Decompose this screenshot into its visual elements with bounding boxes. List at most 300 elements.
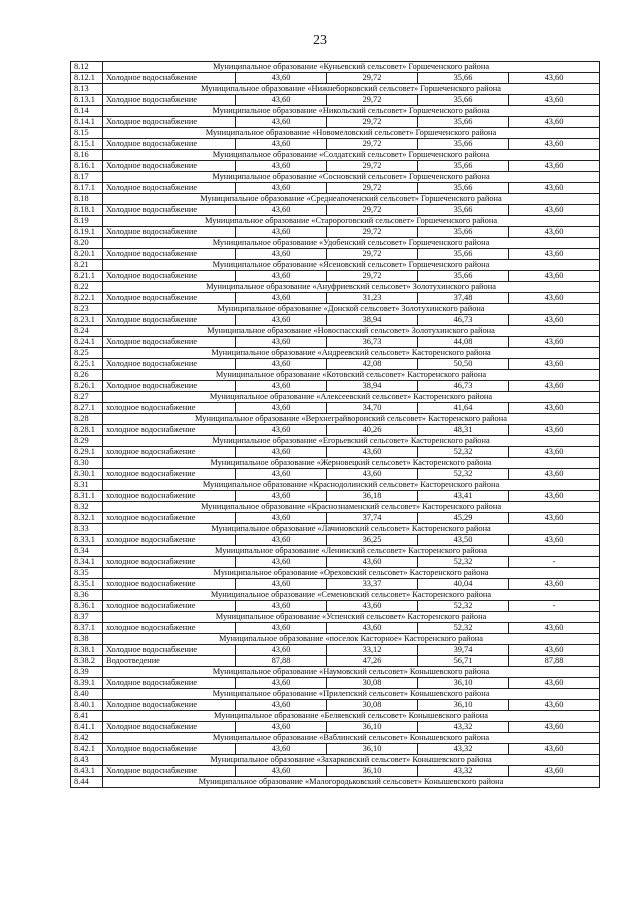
tariff-value-1: 43,60 [236, 425, 327, 436]
tariff-row [71, 161, 600, 172]
municipality-name: Муниципальное образование «Захарковский сельсовет» Конышевского района [103, 755, 600, 766]
service-name: холодное водоснабжение [103, 425, 236, 436]
row-code: 8.23 [71, 304, 103, 315]
tariff-row [71, 535, 600, 546]
municipality-header-row [71, 326, 600, 337]
municipality-header-row [71, 282, 600, 293]
tariff-value-2: 30,08 [327, 700, 418, 711]
tariff-value-3: 44,08 [418, 337, 509, 348]
municipality-header-row [71, 502, 600, 513]
row-code: 8.39.1 [71, 678, 103, 689]
tariff-value-1: 43,60 [236, 249, 327, 260]
service-name: Холодное водоснабжение [103, 645, 236, 656]
tariff-value-3: 35,66 [418, 249, 509, 260]
service-name: Холодное водоснабжение [103, 205, 236, 216]
tariff-value-1: 43,60 [236, 557, 327, 568]
tariff-value-1: 43,60 [236, 227, 327, 238]
service-name: Холодное водоснабжение [103, 722, 236, 733]
row-code: 8.30.1 [71, 469, 103, 480]
tariff-value-2: 29,72 [327, 117, 418, 128]
municipality-name: Муниципальное образование «Семеновский сельсовет» Касторенского района [103, 590, 600, 601]
tariff-value-1: 43,60 [236, 117, 327, 128]
tariff-row [71, 271, 600, 282]
municipality-header-row [71, 612, 600, 623]
tariff-value-2: 42,08 [327, 359, 418, 370]
row-code: 8.44 [71, 777, 103, 788]
tariff-row [71, 766, 600, 777]
row-code: 8.28 [71, 414, 103, 425]
tariff-row [71, 249, 600, 260]
municipality-header-row [71, 106, 600, 117]
municipality-name: Муниципальное образование «Андреевский сельсовет» Касторенского района [103, 348, 600, 359]
tariff-value-3: 52,32 [418, 447, 509, 458]
municipality-name: Муниципальное образование «Сосновский сельсовет» Горшеченского района [103, 172, 600, 183]
municipality-name: Муниципальное образование «Ясеновский сельсовет» Горшеченского района [103, 260, 600, 271]
row-code: 8.17.1 [71, 183, 103, 194]
row-code: 8.38 [71, 634, 103, 645]
tariff-value-3: 37,48 [418, 293, 509, 304]
tariff-row [71, 117, 600, 128]
tariff-value-4: 87,88 [509, 656, 600, 667]
service-name: Холодное водоснабжение [103, 678, 236, 689]
tariff-row [71, 381, 600, 392]
tariff-value-2: 29,72 [327, 227, 418, 238]
municipality-header-row [71, 777, 600, 788]
municipality-name: Муниципальное образование «Наумовский сельсовет» Конышевского района [103, 667, 600, 678]
service-name: холодное водоснабжение [103, 535, 236, 546]
tariff-table [70, 61, 600, 788]
municipality-header-row [71, 370, 600, 381]
row-code: 8.32.1 [71, 513, 103, 524]
service-name: холодное водоснабжение [103, 623, 236, 634]
tariff-value-4: 43,60 [509, 700, 600, 711]
row-code: 8.34 [71, 546, 103, 557]
row-code: 8.38.2 [71, 656, 103, 667]
service-name: Холодное водоснабжение [103, 271, 236, 282]
municipality-name: Муниципальное образование «Егорьевский сельсовет» Касторенского района [103, 436, 600, 447]
service-name: холодное водоснабжение [103, 469, 236, 480]
row-code: 8.12.1 [71, 73, 103, 84]
tariff-value-4: 43,60 [509, 645, 600, 656]
tariff-value-2: 29,72 [327, 183, 418, 194]
tariff-value-2: 43,60 [327, 623, 418, 634]
municipality-name: Муниципальное образование «поселок Касторное» Касторенского района [103, 634, 600, 645]
row-code: 8.23.1 [71, 315, 103, 326]
service-name: Холодное водоснабжение [103, 73, 236, 84]
municipality-name: Муниципальное образование «Ануфриевский сельсовет» Золотухинского района [103, 282, 600, 293]
tariff-value-2: 43,60 [327, 557, 418, 568]
tariff-value-3: 40,04 [418, 579, 509, 590]
row-code: 8.27.1 [71, 403, 103, 414]
tariff-value-1: 43,60 [236, 645, 327, 656]
tariff-row [71, 557, 600, 568]
municipality-header-row [71, 414, 600, 425]
tariff-row [71, 425, 600, 436]
tariff-value-2: 40,26 [327, 425, 418, 436]
municipality-name: Муниципальное образование «Успенский сельсовет» Касторенского района [103, 612, 600, 623]
row-code: 8.26 [71, 370, 103, 381]
tariff-value-1: 43,60 [236, 315, 327, 326]
service-name: Холодное водоснабжение [103, 293, 236, 304]
tariff-value-4: 43,60 [509, 293, 600, 304]
municipality-header-row [71, 733, 600, 744]
tariff-value-1: 43,60 [236, 447, 327, 458]
tariff-table-body [71, 62, 600, 788]
municipality-header-row [71, 62, 600, 73]
tariff-value-2: 29,72 [327, 249, 418, 260]
tariff-row [71, 513, 600, 524]
municipality-name: Муниципальное образование «Жерновецкий сельсовет» Касторенского района [103, 458, 600, 469]
service-name: холодное водоснабжение [103, 491, 236, 502]
tariff-value-4: 43,60 [509, 315, 600, 326]
row-code: 8.31 [71, 480, 103, 491]
service-name: холодное водоснабжение [103, 403, 236, 414]
tariff-value-3: 43,50 [418, 535, 509, 546]
tariff-value-1: 43,60 [236, 161, 327, 172]
page-number: 23 [313, 33, 327, 48]
row-code: 8.41.1 [71, 722, 103, 733]
tariff-value-4: 43,60 [509, 623, 600, 634]
row-code: 8.39 [71, 667, 103, 678]
tariff-value-1: 43,60 [236, 579, 327, 590]
tariff-value-4: 43,60 [509, 271, 600, 282]
tariff-value-4: 43,60 [509, 403, 600, 414]
tariff-value-1: 43,60 [236, 700, 327, 711]
tariff-value-2: 36,25 [327, 535, 418, 546]
row-code: 8.35 [71, 568, 103, 579]
tariff-value-4: 43,60 [509, 491, 600, 502]
row-code: 8.43.1 [71, 766, 103, 777]
tariff-value-1: 43,60 [236, 183, 327, 194]
tariff-value-1: 43,60 [236, 205, 327, 216]
row-code: 8.31.1 [71, 491, 103, 502]
tariff-row [71, 139, 600, 150]
tariff-row [71, 579, 600, 590]
tariff-value-4: 43,60 [509, 579, 600, 590]
row-code: 8.41 [71, 711, 103, 722]
tariff-row [71, 469, 600, 480]
tariff-value-4: 43,60 [509, 425, 600, 436]
municipality-name: Муниципальное образование «Солдатский сельсовет» Горшеченского района [103, 150, 600, 161]
tariff-value-1: 43,60 [236, 601, 327, 612]
tariff-value-4: 43,60 [509, 535, 600, 546]
row-code: 8.34.1 [71, 557, 103, 568]
tariff-value-1: 43,60 [236, 722, 327, 733]
service-name: холодное водоснабжение [103, 447, 236, 458]
tariff-value-2: 29,72 [327, 95, 418, 106]
row-code: 8.37.1 [71, 623, 103, 634]
tariff-value-1: 43,60 [236, 678, 327, 689]
municipality-name: Муниципальное образование «Нижнеборковский сельсовет» Горшеченского района [103, 84, 600, 95]
tariff-value-4: 43,60 [509, 722, 600, 733]
tariff-row [71, 73, 600, 84]
tariff-value-3: 46,73 [418, 381, 509, 392]
tariff-row [71, 601, 600, 612]
row-code: 8.13 [71, 84, 103, 95]
row-code: 8.16 [71, 150, 103, 161]
row-code: 8.22 [71, 282, 103, 293]
row-code: 8.37 [71, 612, 103, 623]
row-code: 8.40 [71, 689, 103, 700]
tariff-value-4: 43,60 [509, 469, 600, 480]
tariff-value-1: 87,88 [236, 656, 327, 667]
tariff-value-3: 36,10 [418, 700, 509, 711]
municipality-name: Муниципальное образование «Ореховский сельсовет» Касторенского района [103, 568, 600, 579]
tariff-value-4: 43,60 [509, 766, 600, 777]
municipality-header-row [71, 128, 600, 139]
tariff-value-4: 43,60 [509, 447, 600, 458]
service-name: Холодное водоснабжение [103, 744, 236, 755]
tariff-value-1: 43,60 [236, 139, 327, 150]
municipality-name: Муниципальное образование «Никольский сельсовет» Горшеченского района [103, 106, 600, 117]
tariff-value-4: 43,60 [509, 161, 600, 172]
tariff-value-2: 36,73 [327, 337, 418, 348]
tariff-value-2: 29,72 [327, 161, 418, 172]
service-name: Холодное водоснабжение [103, 161, 236, 172]
row-code: 8.27 [71, 392, 103, 403]
tariff-value-3: 35,66 [418, 271, 509, 282]
tariff-value-1: 43,60 [236, 95, 327, 106]
tariff-value-3: 35,66 [418, 139, 509, 150]
tariff-value-3: 35,66 [418, 183, 509, 194]
tariff-value-4: - [509, 601, 600, 612]
row-code: 8.19 [71, 216, 103, 227]
row-code: 8.32 [71, 502, 103, 513]
tariff-value-2: 34,70 [327, 403, 418, 414]
row-code: 8.15 [71, 128, 103, 139]
service-name: Холодное водоснабжение [103, 139, 236, 150]
municipality-name: Муниципальное образование «Удобенский сельсовет» Горшеченского района [103, 238, 600, 249]
municipality-name: Муниципальное образование «Лачиновский сельсовет» Касторенского района [103, 524, 600, 535]
tariff-value-3: 48,31 [418, 425, 509, 436]
tariff-value-3: 50,50 [418, 359, 509, 370]
tariff-value-2: 29,72 [327, 73, 418, 84]
tariff-value-3: 35,66 [418, 73, 509, 84]
tariff-value-2: 37,74 [327, 513, 418, 524]
tariff-value-2: 36,10 [327, 744, 418, 755]
row-code: 8.30 [71, 458, 103, 469]
tariff-value-4: 43,60 [509, 359, 600, 370]
row-code: 8.35.1 [71, 579, 103, 590]
tariff-value-2: 29,72 [327, 139, 418, 150]
tariff-value-2: 43,60 [327, 469, 418, 480]
row-code: 8.18 [71, 194, 103, 205]
municipality-name: Муниципальное образование «Верхнеграйворонский сельсовет» Касторенского района [103, 414, 600, 425]
municipality-header-row [71, 546, 600, 557]
tariff-value-3: 56,71 [418, 656, 509, 667]
municipality-name: Муниципальное образование «Прилепский сельсовет» Конышевского района [103, 689, 600, 700]
tariff-row [71, 205, 600, 216]
tariff-value-3: 43,41 [418, 491, 509, 502]
tariff-row [71, 722, 600, 733]
tariff-value-4: 43,60 [509, 73, 600, 84]
municipality-header-row [71, 634, 600, 645]
tariff-value-1: 43,60 [236, 403, 327, 414]
municipality-header-row [71, 711, 600, 722]
tariff-row [71, 656, 600, 667]
service-name: Холодное водоснабжение [103, 381, 236, 392]
row-code: 8.21 [71, 260, 103, 271]
tariff-value-3: 43,32 [418, 766, 509, 777]
tariff-value-1: 43,60 [236, 623, 327, 634]
tariff-row [71, 359, 600, 370]
service-name: холодное водоснабжение [103, 513, 236, 524]
municipality-header-row [71, 689, 600, 700]
tariff-row [71, 678, 600, 689]
tariff-value-4: 43,60 [509, 95, 600, 106]
tariff-row [71, 645, 600, 656]
row-code: 8.25 [71, 348, 103, 359]
tariff-value-1: 43,60 [236, 766, 327, 777]
municipality-header-row [71, 458, 600, 469]
tariff-value-1: 43,60 [236, 73, 327, 84]
tariff-value-3: 43,32 [418, 744, 509, 755]
tariff-value-4: 43,60 [509, 139, 600, 150]
row-code: 8.21.1 [71, 271, 103, 282]
tariff-row [71, 293, 600, 304]
municipality-header-row [71, 590, 600, 601]
municipality-name: Муниципальное образование «Донской сельсовет» Золотухинского района [103, 304, 600, 315]
tariff-value-2: 29,72 [327, 271, 418, 282]
service-name: Холодное водоснабжение [103, 315, 236, 326]
row-code: 8.42.1 [71, 744, 103, 755]
row-code: 8.24.1 [71, 337, 103, 348]
municipality-name: Муниципальное образование «Краснодолинский сельсовет» Касторенского района [103, 480, 600, 491]
tariff-value-2: 38,94 [327, 381, 418, 392]
row-code: 8.15.1 [71, 139, 103, 150]
tariff-value-2: 36,10 [327, 722, 418, 733]
row-code: 8.13.1 [71, 95, 103, 106]
municipality-name: Муниципальное образование «Котовский сельсовет» Касторенского района [103, 370, 600, 381]
tariff-value-2: 29,72 [327, 205, 418, 216]
tariff-row [71, 491, 600, 502]
tariff-value-1: 43,60 [236, 293, 327, 304]
service-name: Холодное водоснабжение [103, 95, 236, 106]
row-code: 8.38.1 [71, 645, 103, 656]
municipality-header-row [71, 194, 600, 205]
tariff-row [71, 700, 600, 711]
tariff-value-2: 33,37 [327, 579, 418, 590]
municipality-header-row [71, 392, 600, 403]
municipality-header-row [71, 238, 600, 249]
municipality-name: Муниципальное образование «Новомеловский сельсовет» Горшеченского района [103, 128, 600, 139]
municipality-name: Муниципальное образование «Ваблинский сельсовет» Конышевского района [103, 733, 600, 744]
tariff-value-3: 52,32 [418, 469, 509, 480]
row-code: 8.16.1 [71, 161, 103, 172]
municipality-name: Муниципальное образование «Куньевский сельсовет» Горшеченского района [103, 62, 600, 73]
tariff-row [71, 95, 600, 106]
tariff-value-3: 35,66 [418, 95, 509, 106]
tariff-row [71, 623, 600, 634]
row-code: 8.12 [71, 62, 103, 73]
service-name: Холодное водоснабжение [103, 117, 236, 128]
tariff-row [71, 744, 600, 755]
municipality-header-row [71, 84, 600, 95]
tariff-value-4: 43,60 [509, 381, 600, 392]
tariff-value-2: 36,18 [327, 491, 418, 502]
service-name: Водоотведение [103, 656, 236, 667]
municipality-header-row [71, 150, 600, 161]
service-name: Холодное водоснабжение [103, 227, 236, 238]
row-code: 8.18.1 [71, 205, 103, 216]
tariff-value-3: 52,32 [418, 623, 509, 634]
row-code: 8.40.1 [71, 700, 103, 711]
tariff-value-4: 43,60 [509, 513, 600, 524]
tariff-value-1: 43,60 [236, 469, 327, 480]
tariff-value-1: 43,60 [236, 744, 327, 755]
row-code: 8.33 [71, 524, 103, 535]
tariff-value-1: 43,60 [236, 337, 327, 348]
tariff-row [71, 227, 600, 238]
service-name: Холодное водоснабжение [103, 700, 236, 711]
service-name: Холодное водоснабжение [103, 359, 236, 370]
tariff-value-3: 35,66 [418, 205, 509, 216]
tariff-value-3: 36,10 [418, 678, 509, 689]
tariff-value-3: 35,66 [418, 161, 509, 172]
municipality-header-row [71, 524, 600, 535]
tariff-value-2: 38,94 [327, 315, 418, 326]
tariff-value-4: 43,60 [509, 183, 600, 194]
tariff-value-4: 43,60 [509, 744, 600, 755]
municipality-header-row [71, 172, 600, 183]
municipality-name: Муниципальное образование «Беляевский сельсовет» Конышевского района [103, 711, 600, 722]
row-code: 8.26.1 [71, 381, 103, 392]
service-name: холодное водоснабжение [103, 557, 236, 568]
tariff-value-3: 41,64 [418, 403, 509, 414]
service-name: Холодное водоснабжение [103, 766, 236, 777]
row-code: 8.36.1 [71, 601, 103, 612]
row-code: 8.25.1 [71, 359, 103, 370]
municipality-header-row [71, 304, 600, 315]
row-code: 8.29 [71, 436, 103, 447]
tariff-value-2: 33,12 [327, 645, 418, 656]
municipality-name: Муниципальное образование «Краснознаменский сельсовет» Касторенского района [103, 502, 600, 513]
municipality-name: Муниципальное образование «Среднеапоченский сельсовет» Горшеченского района [103, 194, 600, 205]
row-code: 8.42 [71, 733, 103, 744]
row-code: 8.20 [71, 238, 103, 249]
service-name: холодное водоснабжение [103, 579, 236, 590]
tariff-value-2: 43,60 [327, 601, 418, 612]
tariff-value-1: 43,60 [236, 359, 327, 370]
row-code: 8.19.1 [71, 227, 103, 238]
tariff-value-2: 31,23 [327, 293, 418, 304]
tariff-value-3: 45,29 [418, 513, 509, 524]
municipality-header-row [71, 348, 600, 359]
municipality-header-row [71, 436, 600, 447]
tariff-value-3: 52,32 [418, 557, 509, 568]
row-code: 8.14 [71, 106, 103, 117]
tariff-value-3: 39,74 [418, 645, 509, 656]
municipality-header-row [71, 755, 600, 766]
tariff-row [71, 403, 600, 414]
municipality-name: Муниципальное образование «Алексеевский сельсовет» Касторенского района [103, 392, 600, 403]
tariff-value-3: 46,73 [418, 315, 509, 326]
service-name: Холодное водоснабжение [103, 249, 236, 260]
municipality-name: Муниципальное образование «Новоспасский сельсовет» Золотухинского района [103, 326, 600, 337]
row-code: 8.20.1 [71, 249, 103, 260]
service-name: холодное водоснабжение [103, 601, 236, 612]
tariff-value-4: 43,60 [509, 227, 600, 238]
municipality-name: Муниципальное образование «Старороговский сельсовет» Горшеченского района [103, 216, 600, 227]
tariff-value-3: 35,66 [418, 117, 509, 128]
row-code: 8.24 [71, 326, 103, 337]
row-code: 8.14.1 [71, 117, 103, 128]
tariff-value-1: 43,60 [236, 513, 327, 524]
municipality-header-row [71, 568, 600, 579]
row-code: 8.36 [71, 590, 103, 601]
tariff-value-4: 43,60 [509, 205, 600, 216]
tariff-value-4: 43,60 [509, 337, 600, 348]
